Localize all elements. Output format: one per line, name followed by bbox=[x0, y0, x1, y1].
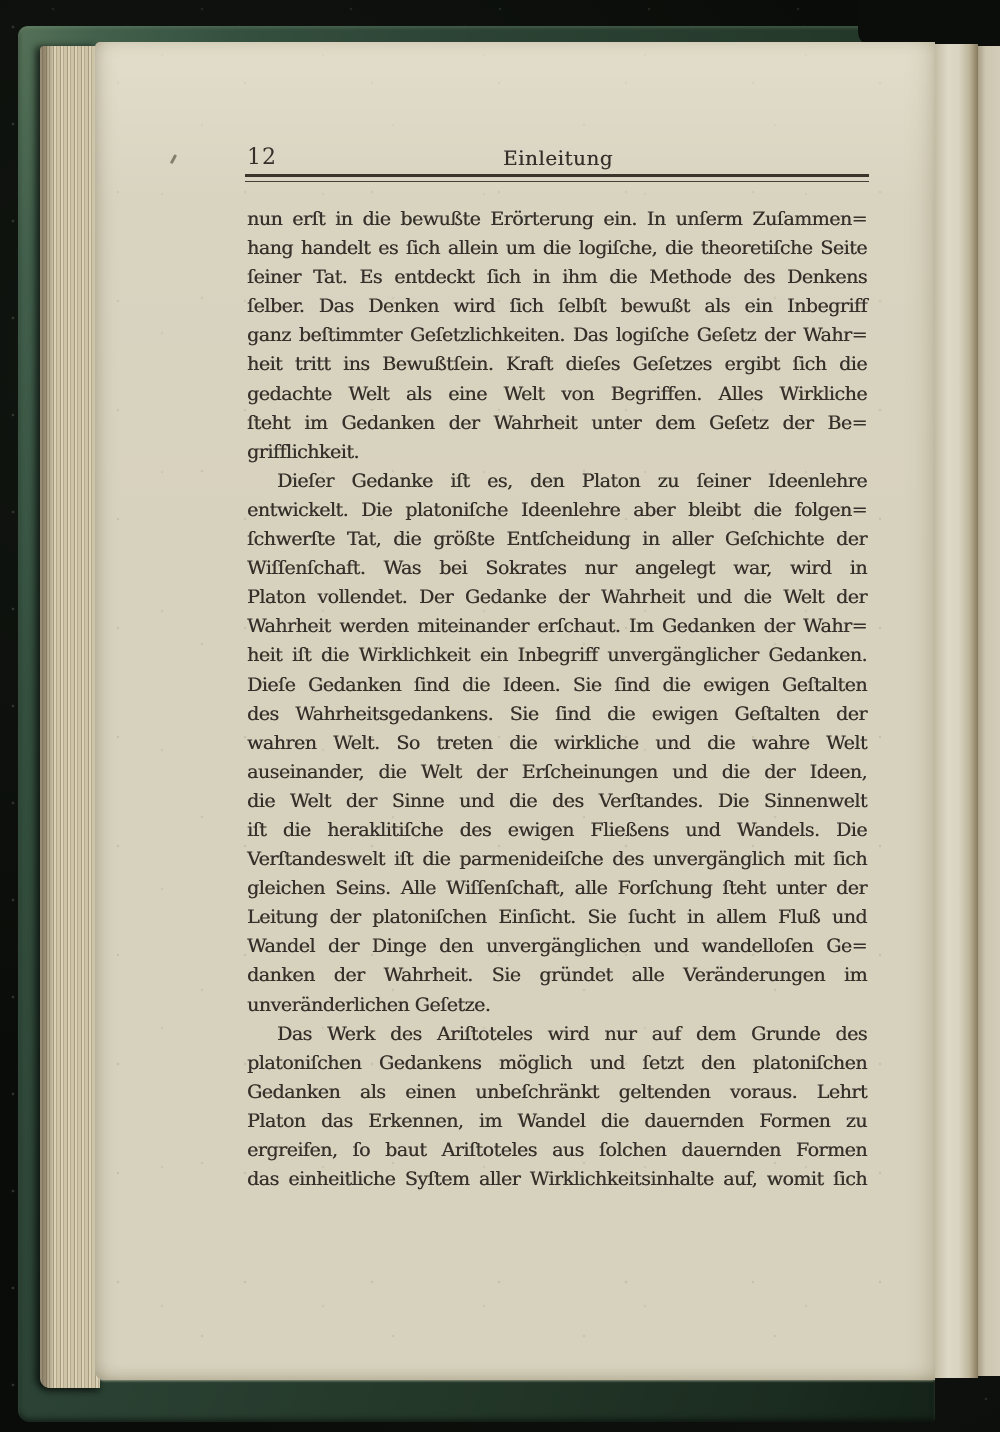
text-line: ganz beſtimmter Geſetzlichkeiten. Das logiſche Geſetz der Wahr= bbox=[247, 324, 867, 347]
text-line: Wandel der Dinge den unvergänglichen und wandelloſen Ge= bbox=[247, 935, 867, 958]
text-line: ſeiner Tat. Es entdeckt ſich in ihm die Methode des Denkens bbox=[247, 266, 867, 289]
facing-page-edge bbox=[978, 46, 1000, 1376]
text-line: Platon vollendet. Der Gedanke der Wahrheit und die Welt der bbox=[247, 586, 867, 609]
text-line: das einheitliche Syſtem aller Wirklichkeitsinhalte auf, womit ſich bbox=[247, 1168, 867, 1191]
text-line: Leitung der platoniſchen Einſicht. Sie ſucht in allem Fluß und bbox=[247, 906, 867, 929]
text-line: gedachte Welt als eine Welt von Begriffen. Alles Wirkliche bbox=[247, 382, 867, 405]
page-stack-edges bbox=[40, 46, 100, 1388]
running-title: Einleitung bbox=[502, 146, 614, 170]
text-line: die Welt der Sinne und die des Verſtandes. Die Sinnenwelt bbox=[247, 789, 867, 812]
text-line: danken der Wahrheit. Sie gründet alle Veränderungen im bbox=[247, 964, 867, 987]
text-line: Verſtandeswelt iſt die parmenideiſche des unvergänglich mit ſich bbox=[247, 848, 867, 871]
text-line: des Wahrheitsgedankens. Sie ſind die ewigen Geſtalten der bbox=[247, 702, 867, 725]
backdrop-notch bbox=[858, 0, 1000, 46]
ink-speck bbox=[170, 154, 177, 164]
text-line: Das Werk des Ariſtoteles wird nur auf dem Grunde des bbox=[277, 1022, 867, 1045]
text-line: entwickelt. Die platoniſche Ideenlehre aber bleibt die folgen= bbox=[247, 498, 867, 521]
header-rule bbox=[245, 174, 869, 182]
text-line: ergreifen, ſo baut Ariſtoteles aus ſolchen dauernden Formen bbox=[247, 1139, 867, 1161]
text-line: gleichen Seins. Alle Wiſſenſchaft, alle Forſchung ſteht unter der bbox=[247, 877, 867, 900]
text-line: auseinander, die Welt der Erſcheinungen und die der Ideen, bbox=[247, 760, 867, 783]
text-line: Dieſer Gedanke iſt es, den Platon zu ſeiner Ideenlehre bbox=[277, 469, 867, 492]
text-line: ſteht im Gedanken der Wahrheit unter dem Geſetz der Be= bbox=[247, 411, 867, 434]
text-line: heit tritt ins Bewußtſein. Kraft dieſes Geſetzes ergibt ſich die bbox=[247, 353, 867, 376]
text-line: grifflichkeit. bbox=[247, 440, 359, 463]
text-line: ſchwerſte Tat, die größte Entſcheidung in aller Geſchichte der bbox=[247, 528, 867, 551]
text-line: nun erſt in die bewußte Erörterung ein. In unſerm Zuſammen= bbox=[247, 208, 867, 230]
book-page bbox=[95, 42, 935, 1380]
text-line: ſelber. Das Denken wird ſich ſelbſt bewußt als ein Inbegriff bbox=[247, 295, 867, 318]
text-line: Platon das Erkennen, im Wandel die dauernden Formen zu bbox=[247, 1109, 867, 1132]
text-line: wahren Welt. So treten die wirkliche und die wahre Welt bbox=[247, 731, 867, 754]
gutter-fold bbox=[935, 44, 978, 1378]
text-line: platoniſchen Gedankens möglich und ſetzt den platoniſchen bbox=[247, 1051, 867, 1074]
text-line: unveränderlichen Geſetze. bbox=[247, 993, 491, 1016]
page-number: 12 bbox=[247, 145, 277, 170]
text-line: Dieſe Gedanken ſind die Ideen. Sie ſind die ewigen Geſtalten bbox=[247, 673, 867, 696]
text-line: Wahrheit werden miteinander erſchaut. Im Gedanken der Wahr= bbox=[247, 615, 867, 638]
page-header bbox=[247, 142, 869, 170]
text-line: Gedanken als einen unbeſchränkt geltenden voraus. Lehrt bbox=[247, 1080, 867, 1103]
text-line: Wiſſenſchaft. Was bei Sokrates nur angelegt war, wird in bbox=[247, 557, 867, 580]
text-line: heit iſt die Wirklichkeit ein Inbegriff unvergänglicher Gedanken. bbox=[247, 644, 867, 667]
text-line: hang handelt es ſich allein um die logiſche, die theoretiſche Seite bbox=[247, 237, 867, 260]
text-line: iſt die heraklitiſche des ewigen Fließens und Wandels. Die bbox=[247, 818, 867, 841]
page-body bbox=[247, 205, 867, 1194]
